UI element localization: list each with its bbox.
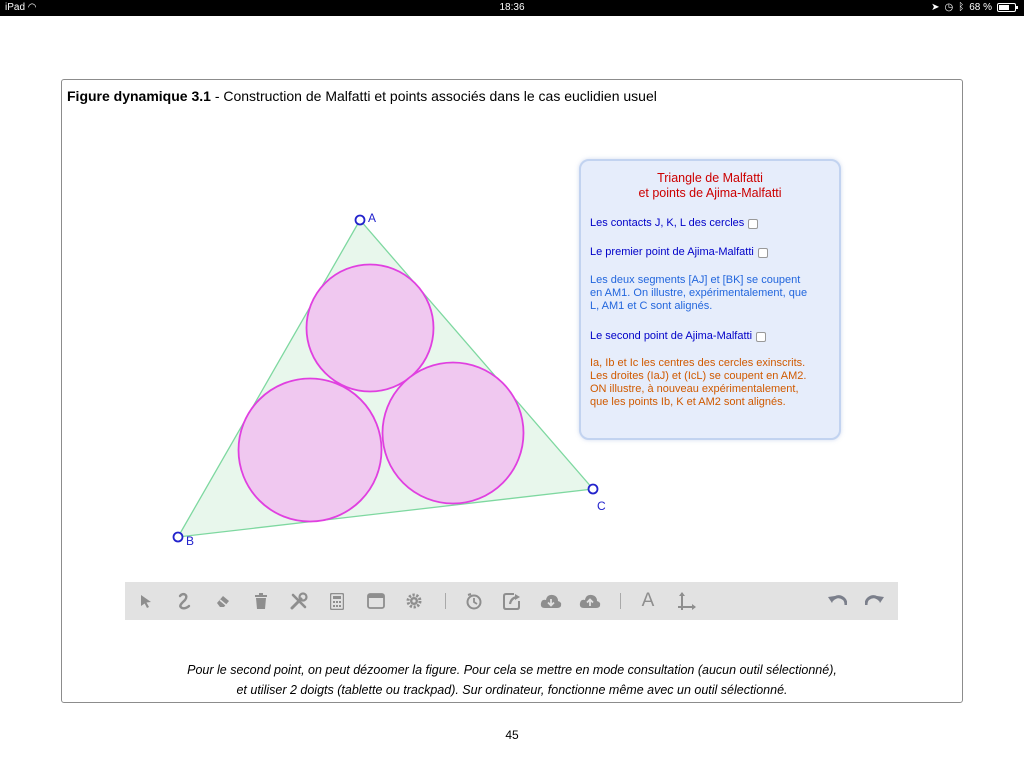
eraser-icon[interactable]: [212, 590, 234, 612]
caption-line2: et utiliser 2 doigts (tablette ou trackpad). Sur ordinateur, fonctionne même avec un outil sélectionné.: [236, 683, 788, 697]
desc2-line: ON illustre, à nouveau expérimentalement,: [590, 383, 799, 395]
first-point-description: [590, 274, 835, 313]
cloud-download-icon[interactable]: [540, 590, 562, 612]
axes-icon[interactable]: [675, 590, 697, 612]
page-number: 45: [505, 728, 519, 742]
checkbox-first-point[interactable]: [758, 248, 768, 258]
checkbox-contacts-label: Les contacts J, K, L des cercles: [590, 217, 745, 229]
checkbox-first-point-label: Le premier point de Ajima-Malfatti: [590, 246, 754, 258]
status-right: [931, 2, 1016, 13]
location-icon: ➤: [931, 2, 940, 13]
point-a[interactable]: [356, 216, 365, 225]
figure-caption: [62, 660, 962, 700]
alarm-icon: ◷: [944, 2, 954, 13]
battery-percent: 68 %: [969, 2, 992, 13]
history-icon[interactable]: [463, 590, 485, 612]
label-b: B: [186, 534, 195, 548]
point-c[interactable]: [589, 485, 598, 494]
desc2-line: que les points Ib, K et AM2 sont alignés.: [590, 396, 786, 408]
bluetooth-icon: ᛒ: [958, 2, 965, 13]
battery-icon: [997, 3, 1016, 12]
trash-icon[interactable]: [250, 590, 272, 612]
freehand-icon[interactable]: [173, 590, 195, 612]
checkbox-second-point-label: Le second point de Ajima-Malfatti: [590, 330, 753, 342]
checkbox-second-point[interactable]: [756, 332, 766, 342]
tools-icon[interactable]: [288, 590, 310, 612]
window-icon[interactable]: [365, 590, 387, 612]
select-arrow-icon[interactable]: [135, 590, 157, 612]
panel-title-line2: et points de Ajima-Malfatti: [638, 186, 782, 200]
figure-title-bold: Figure dynamique 3.1: [67, 88, 211, 104]
checkbox-first-point-row[interactable]: [590, 246, 768, 259]
status-bar: [0, 0, 1024, 16]
caption-line1: Pour le second point, on peut dézoomer la figure. Pour cela se mettre en mode consultation (aucun outil sélectionné),: [187, 663, 837, 677]
toolbar: [125, 582, 898, 620]
desc1-line: Les deux segments [AJ] et [BK] se coupent: [590, 274, 801, 286]
checkbox-second-point-row[interactable]: [590, 330, 766, 343]
toolbar-separator: [445, 593, 446, 609]
label-a: A: [368, 211, 377, 225]
second-point-description: [590, 357, 835, 409]
malfatti-circle-a: [307, 265, 434, 392]
info-panel: [579, 159, 841, 440]
calculator-icon[interactable]: [326, 590, 348, 612]
wifi-icon: ◠: [27, 2, 37, 13]
checkbox-contacts-row[interactable]: [590, 217, 758, 230]
cloud-upload-icon[interactable]: [579, 590, 601, 612]
figure-title-rest: - Construction de Malfatti et points associés dans le cas euclidien usuel: [210, 88, 657, 104]
redo-icon[interactable]: [864, 590, 886, 612]
device-label: iPad ◠: [5, 2, 37, 13]
desc2-line: Les droites (IaJ) et (IcL) se coupent en AM2.: [590, 370, 807, 382]
text-style-icon[interactable]: A: [641, 590, 655, 611]
malfatti-circle-b: [239, 379, 382, 522]
panel-title-line1: Triangle de Malfatti: [657, 171, 763, 185]
figure-frame: [61, 79, 963, 703]
desc1-line: en AM1. On illustre, expérimentalement, que: [590, 287, 808, 299]
point-b[interactable]: [174, 533, 183, 542]
desc2-line: Ia, Ib et Ic les centres des cercles exinscrits.: [590, 357, 806, 369]
share-icon[interactable]: [501, 590, 523, 612]
desc1-line: L, AM1 et C sont alignés.: [590, 300, 713, 312]
battery-level: [999, 5, 1009, 10]
gear-icon[interactable]: [403, 590, 425, 612]
malfatti-circle-c: [383, 363, 524, 504]
panel-title: [581, 171, 839, 201]
undo-icon[interactable]: [826, 590, 848, 612]
label-c: C: [597, 499, 606, 513]
toolbar-separator: [620, 593, 621, 609]
clock: 18:36: [499, 2, 525, 13]
checkbox-contacts[interactable]: [748, 219, 758, 229]
